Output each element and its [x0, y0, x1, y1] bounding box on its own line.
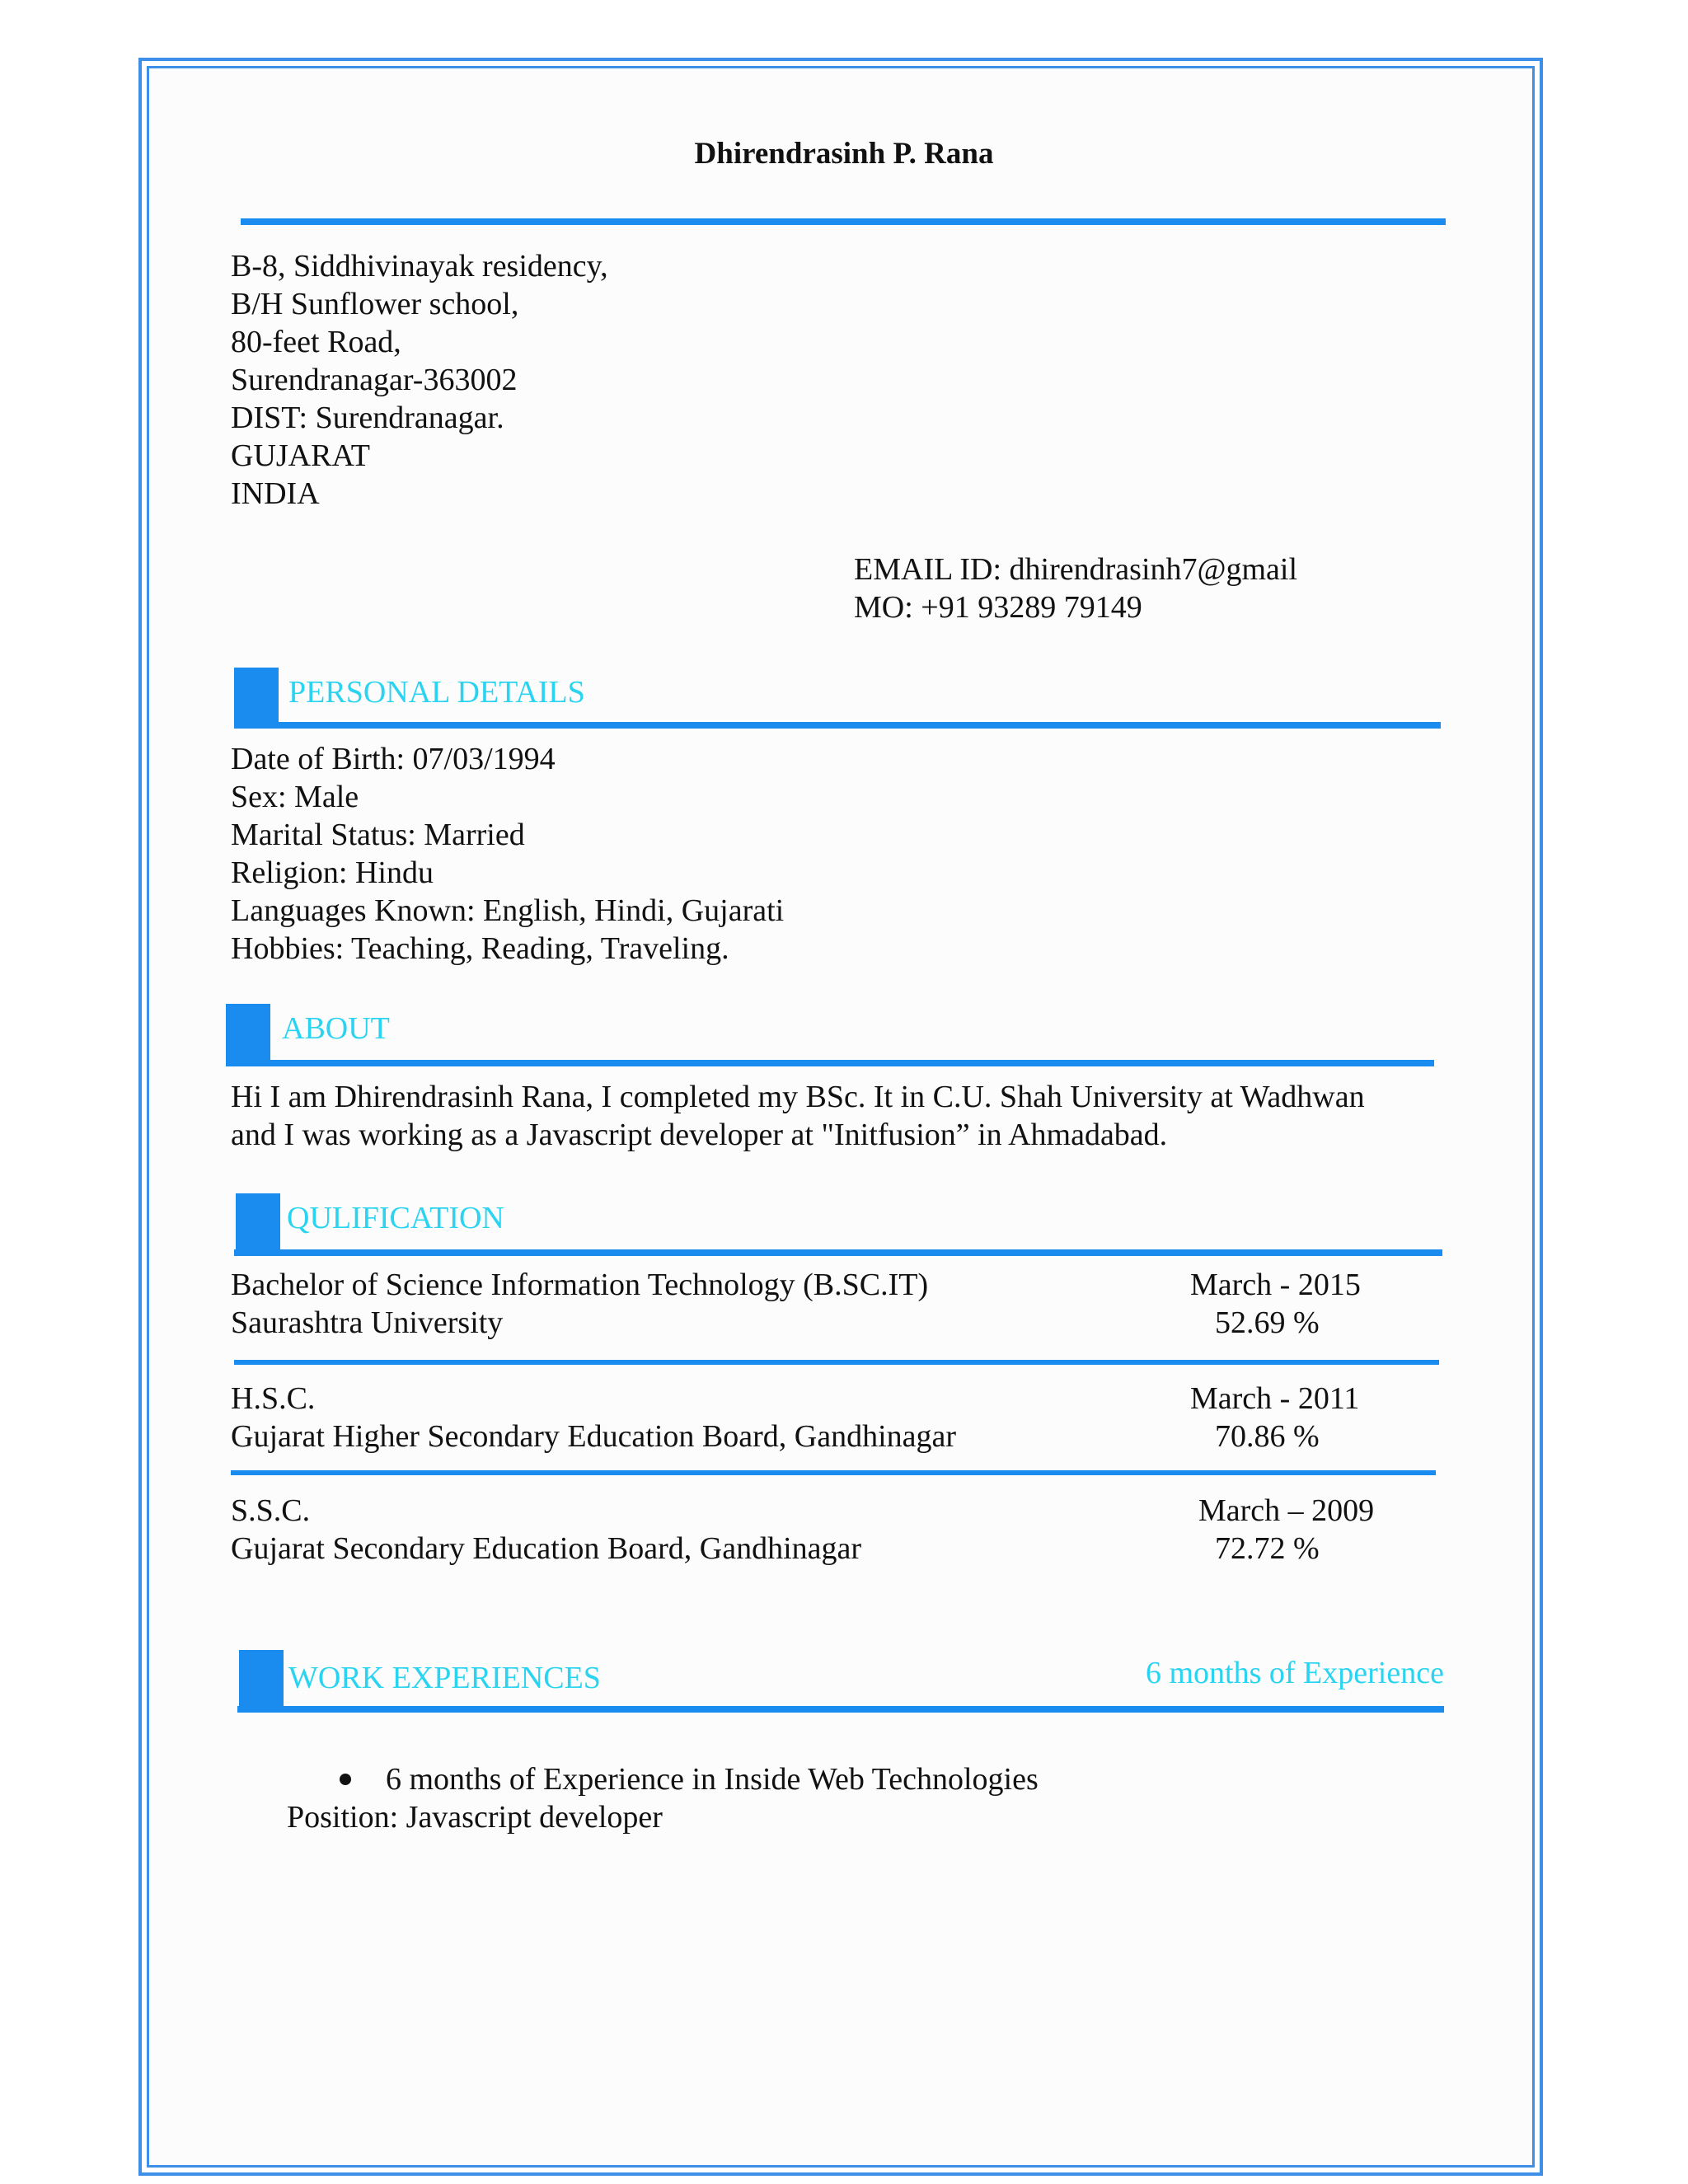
- entry-divider: [231, 1470, 1436, 1475]
- about-heading: ABOUT: [282, 1011, 390, 1046]
- section-rule: [226, 1060, 1434, 1066]
- qualification-board: Saurashtra University: [231, 1305, 504, 1340]
- email-text: EMAIL ID: dhirendrasinh7@gmail: [854, 552, 1298, 587]
- address-line: INDIA: [231, 476, 320, 511]
- personal-detail-line: Hobbies: Teaching, Reading, Traveling.: [231, 931, 729, 966]
- personal-detail-line: Date of Birth: 07/03/1994: [231, 742, 556, 776]
- about-text: [231, 1078, 1365, 1154]
- personal-detail-line: Religion: Hindu: [231, 855, 434, 890]
- qualification-date: March – 2009: [1198, 1493, 1375, 1528]
- section-rule: [237, 1706, 1444, 1713]
- address-line: DIST: Surendranagar.: [231, 401, 504, 435]
- entry-divider: [234, 1360, 1439, 1365]
- about-line: Hi I am Dhirendrasinh Rana, I completed my BSc. It in C.U. Shah University at Wadhwan: [231, 1080, 1365, 1114]
- section-rule: [234, 1249, 1442, 1256]
- personal-details-heading: PERSONAL DETAILS: [288, 675, 585, 710]
- section-marker: [226, 1004, 270, 1063]
- mobile-text: MO: +91 93289 79149: [854, 590, 1142, 625]
- qualification-entry: [231, 1492, 861, 1568]
- qualification-score: 72.72 %: [1215, 1531, 1320, 1566]
- work-experience-heading: WORK EXPERIENCES: [288, 1661, 601, 1695]
- section-marker: [234, 668, 279, 727]
- experience-summary: 6 months of Experience: [1146, 1656, 1444, 1690]
- qualification-date: March - 2015: [1190, 1268, 1361, 1302]
- address-line: GUJARAT: [231, 438, 370, 473]
- bullet-icon: [340, 1774, 351, 1785]
- section-rule: [234, 722, 1441, 729]
- address-line: B/H Sunflower school,: [231, 287, 519, 321]
- experience-item: 6 months of Experience in Inside Web Technologies: [386, 1762, 1039, 1797]
- personal-detail-line: Marital Status: Married: [231, 818, 525, 852]
- section-marker: [239, 1650, 284, 1709]
- qualification-score: 52.69 %: [1215, 1305, 1320, 1340]
- contact-block: [854, 551, 1297, 626]
- personal-detail-line: Languages Known: English, Hindi, Gujarati: [231, 893, 785, 928]
- qualification-title: H.S.C.: [231, 1381, 316, 1416]
- address-line: 80-feet Road,: [231, 325, 401, 359]
- qualification-title: Bachelor of Science Information Technology (B.SC.IT): [231, 1268, 929, 1302]
- qualification-entry: [231, 1380, 956, 1455]
- header-rule: [241, 218, 1446, 225]
- qualification-board: Gujarat Higher Secondary Education Board, Gandhinagar: [231, 1419, 957, 1454]
- personal-detail-line: Sex: Male: [231, 780, 359, 814]
- qualification-date: March - 2011: [1190, 1381, 1360, 1416]
- qualification-score: 70.86 %: [1215, 1419, 1320, 1454]
- position-text: Position: Javascript developer: [287, 1800, 663, 1835]
- qualification-title: S.S.C.: [231, 1493, 311, 1528]
- qualification-heading: QULIFICATION: [287, 1201, 504, 1235]
- qualification-board: Gujarat Secondary Education Board, Gandhinagar: [231, 1531, 862, 1566]
- section-marker: [236, 1193, 280, 1253]
- about-line: and I was working as a Javascript developer at "Initfusion” in Ahmadabad.: [231, 1118, 1168, 1152]
- address-line: Surendranagar-363002: [231, 363, 518, 397]
- candidate-name: Dhirendrasinh P. Rana: [694, 137, 994, 171]
- address-block: [231, 247, 608, 513]
- qualification-entry: [231, 1266, 928, 1342]
- personal-details-list: [231, 740, 784, 968]
- address-line: B-8, Siddhivinayak residency,: [231, 249, 608, 284]
